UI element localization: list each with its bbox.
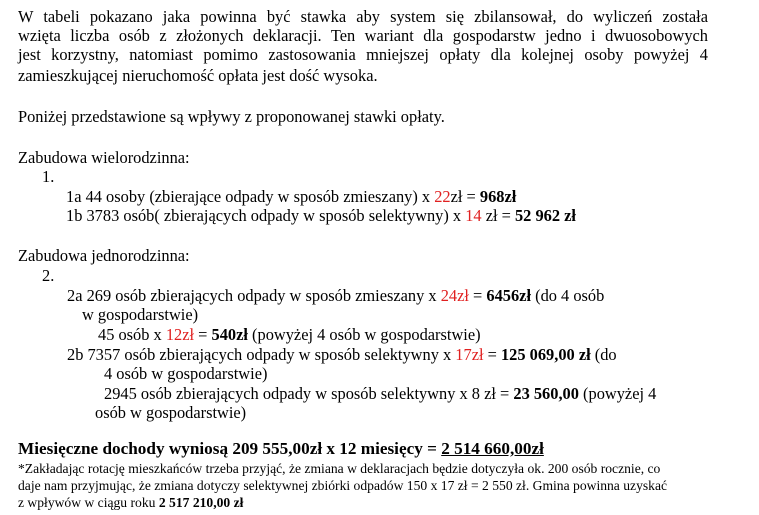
- row-2b-note: (do: [590, 345, 617, 364]
- single-family-number: 2.: [42, 266, 55, 285]
- row-2a-eq: =: [468, 286, 487, 305]
- footnote-line-1: *Zakładając rotację mieszkańców trzeba przyjąć, że zmiana w deklaracjach będzie dotyczyła ok. 200 osób rocznie, co: [18, 461, 661, 476]
- footnote-text: z wpływów w ciągu roku: [18, 495, 159, 510]
- row-1b-rate: 14: [465, 206, 482, 225]
- row-2b-sub-text: 2945 osób zbierających odpady w sposób selektywny x 8 zł =: [104, 384, 514, 403]
- row-1a-result: 968zł: [479, 187, 517, 206]
- footnote-total: 2 517 210,00 zł: [158, 495, 244, 510]
- row-1a: [66, 187, 516, 206]
- multi-family-heading: Zabudowa wielorodzinna:: [18, 148, 190, 167]
- row-1a-rate: 22: [434, 187, 451, 206]
- row-2a-line-2: w gospodarstwie): [82, 305, 199, 324]
- monthly-income-summary: [18, 439, 544, 458]
- row-2b-sub: [104, 384, 656, 403]
- row-2a-sub-eq: =: [194, 325, 212, 344]
- row-2a-sub-result: 540zł: [211, 325, 248, 344]
- summary-total: 2 514 660,00zł: [441, 439, 544, 458]
- row-1b-text: 1b 3783 osób( zbierających odpady w sposób selektywny) x: [66, 206, 466, 225]
- row-1a-unit: zł =: [450, 187, 480, 206]
- row-2b-result: 125 069,00 zł: [500, 345, 591, 364]
- row-1a-text: 1a 44 osoby (zbierające odpady w sposób zmieszany) x: [66, 187, 435, 206]
- single-family-heading: Zabudowa jednorodzinna:: [18, 246, 190, 265]
- intro-line-3: jest korzystny, natomiast pomimo zastosowania mniejszej opłaty dla kolejnej osoby powyżej 4: [18, 45, 708, 64]
- row-2a-sub: [98, 325, 481, 344]
- row-2a-sub-text: 45 osób x: [98, 325, 166, 344]
- row-2a-text: 2a 269 osób zbierających odpady w sposób zmieszany x: [67, 286, 441, 305]
- row-2a-result: 6456zł: [486, 286, 532, 305]
- row-1b: [66, 206, 576, 225]
- row-2b-sub-line-2: osób w gospodarstwie): [95, 403, 247, 422]
- row-2b-eq: =: [483, 345, 501, 364]
- row-1b-unit: zł =: [481, 206, 515, 225]
- impact-intro: Poniżej przedstawione są wpływy z proponowanej stawki opłaty.: [18, 107, 445, 126]
- row-2b-line-2: 4 osób w gospodarstwie): [104, 364, 268, 383]
- row-2b-sub-note: (powyżej 4: [578, 384, 657, 403]
- intro-line-1: W tabeli pokazano jaka powinna być stawka aby system się zbilansował, do wyliczeń została: [18, 7, 708, 26]
- footnote-line-3: [18, 495, 243, 511]
- row-2a-rate: 24zł: [440, 286, 469, 305]
- intro-line-4: zamieszkującej nieruchomość opłata jest dość wysoka.: [18, 66, 378, 85]
- footnote-line-2: daje nam przyjmując, że zmiana dotyczy selektywnej zbiórki odpadów 150 x 17 zł = 2 550 zł. Gmina powinna uzyskać: [18, 478, 668, 493]
- row-2a-sub-rate: 12zł: [165, 325, 195, 344]
- intro-line-2: wzięta liczba osób z złożonych deklaracji. Ten wariant dla gospodarstw jedno i dwuosobowych: [18, 26, 708, 45]
- row-2b-rate: 17zł: [455, 345, 484, 364]
- row-2a: [67, 286, 604, 305]
- row-2b: [67, 345, 617, 364]
- summary-text: Miesięczne dochody wyniosą 209 555,00zł x 12 miesięcy =: [18, 439, 442, 458]
- multi-family-number: 1.: [42, 167, 55, 186]
- row-1b-result: 52 962 zł: [514, 206, 576, 225]
- row-2a-note: (do 4 osób: [531, 286, 605, 305]
- row-2b-sub-result: 23 560,00: [513, 384, 579, 403]
- row-2a-sub-note: (powyżej 4 osób w gospodarstwie): [247, 325, 481, 344]
- row-2b-text: 2b 7357 osób zbierających odpady w sposób selektywny x: [67, 345, 456, 364]
